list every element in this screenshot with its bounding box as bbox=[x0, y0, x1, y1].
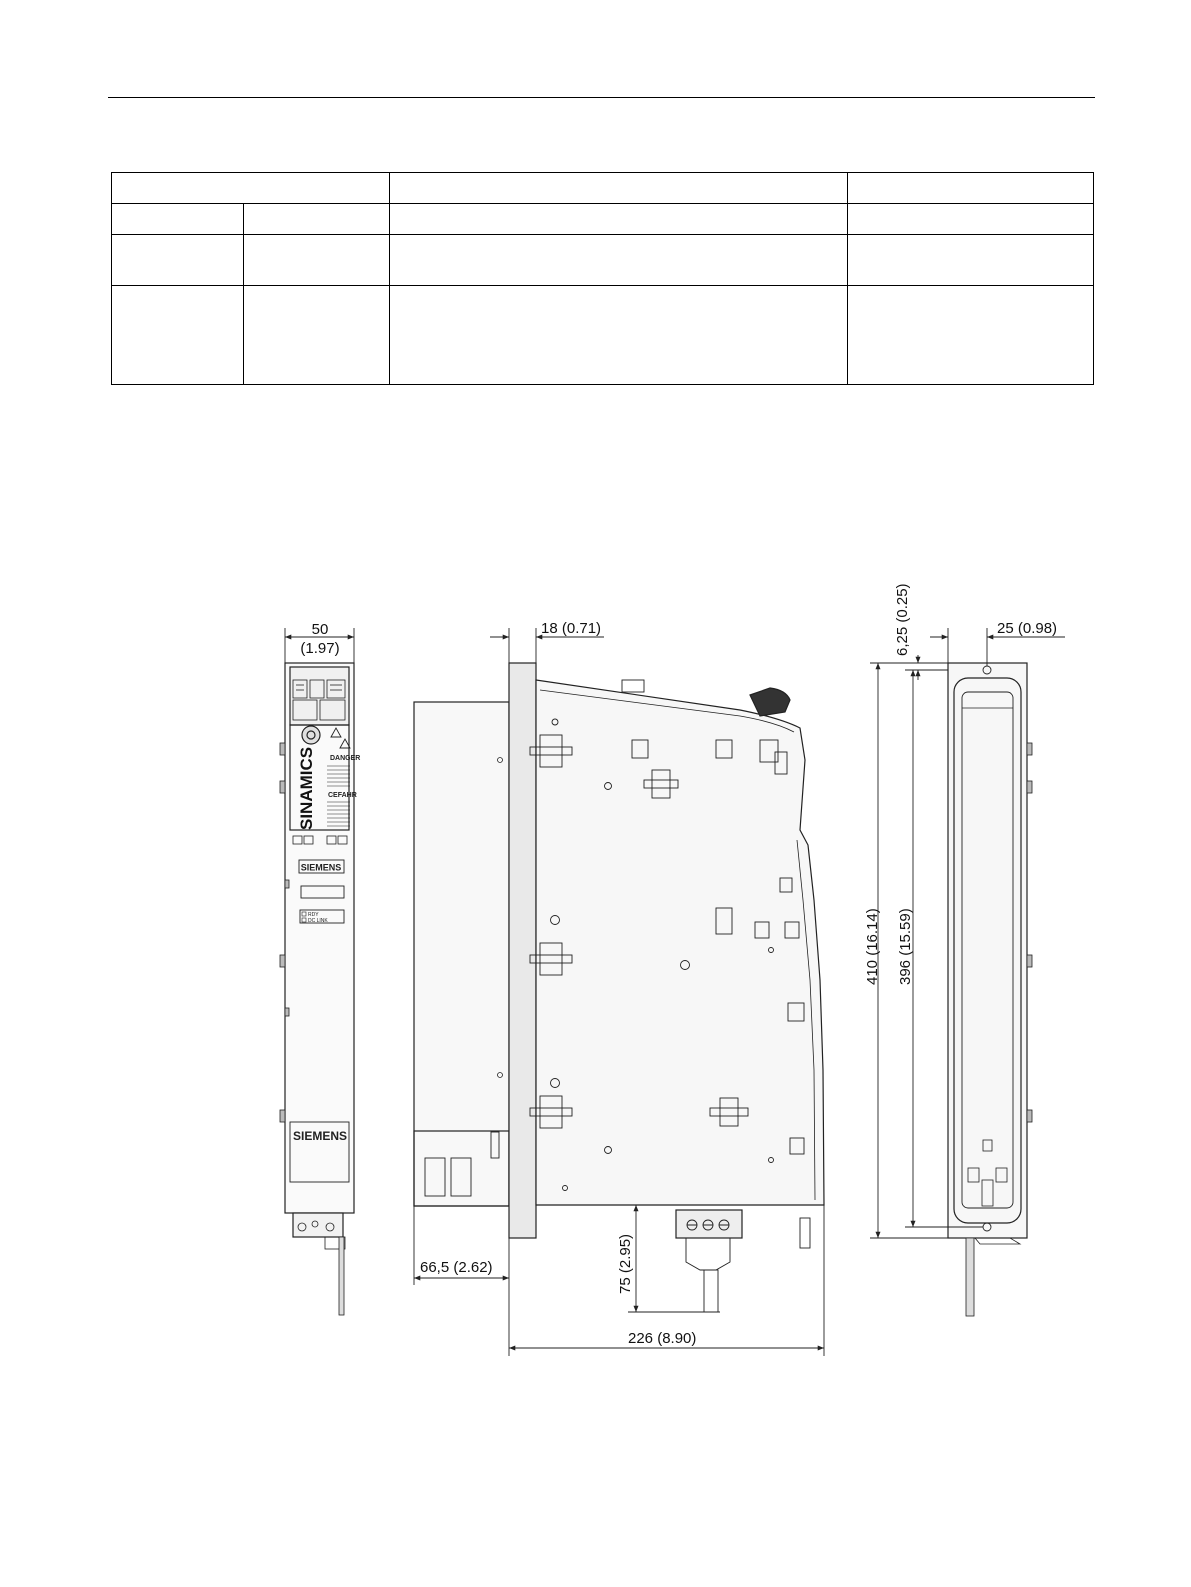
dim-rear-width: 25 (0.98) bbox=[997, 620, 1058, 637]
dim-terminal-height: 75 (2.95) bbox=[617, 1233, 634, 1294]
approval-mark: CEFAHR bbox=[328, 792, 357, 799]
mounting-plate bbox=[509, 663, 536, 1238]
main-body bbox=[536, 680, 824, 1205]
dim-top-offset: 6,25 (0.25) bbox=[894, 583, 911, 656]
dim-width-mm: 50 bbox=[311, 621, 329, 638]
dim-hole-spacing: 396 (15.59) bbox=[897, 908, 914, 985]
rear-shield-plate bbox=[966, 1238, 974, 1316]
shield-plate bbox=[339, 1237, 344, 1315]
led-label-rdy: RDY bbox=[308, 912, 319, 918]
siemens-logo-top-text: SIEMENS bbox=[300, 862, 342, 873]
rear-view bbox=[948, 663, 1032, 1316]
warning-title: DANGER bbox=[330, 755, 361, 762]
dim-overall-height: 410 (16.14) bbox=[864, 908, 881, 985]
siemens-logo-bottom: SIEMENS bbox=[292, 1129, 348, 1143]
rear-housing bbox=[948, 663, 1027, 1238]
dim-fan-depth: 66,5 (2.62) bbox=[420, 1259, 493, 1276]
ground-knob-icon bbox=[302, 726, 320, 744]
side-view bbox=[414, 663, 824, 1312]
side-connector bbox=[750, 688, 790, 716]
bottom-terminal bbox=[676, 1210, 742, 1238]
dim-overall-depth: 226 (8.90) bbox=[628, 1330, 697, 1347]
led-label-dclink: DC LINK bbox=[308, 918, 328, 924]
top-connector bbox=[290, 667, 349, 725]
dim-side-offset: 18 (0.71) bbox=[541, 620, 602, 637]
front-view bbox=[280, 663, 360, 1315]
dim-width-in: (1.97) bbox=[300, 640, 340, 657]
sinamics-label: SINAMICS bbox=[297, 746, 316, 830]
